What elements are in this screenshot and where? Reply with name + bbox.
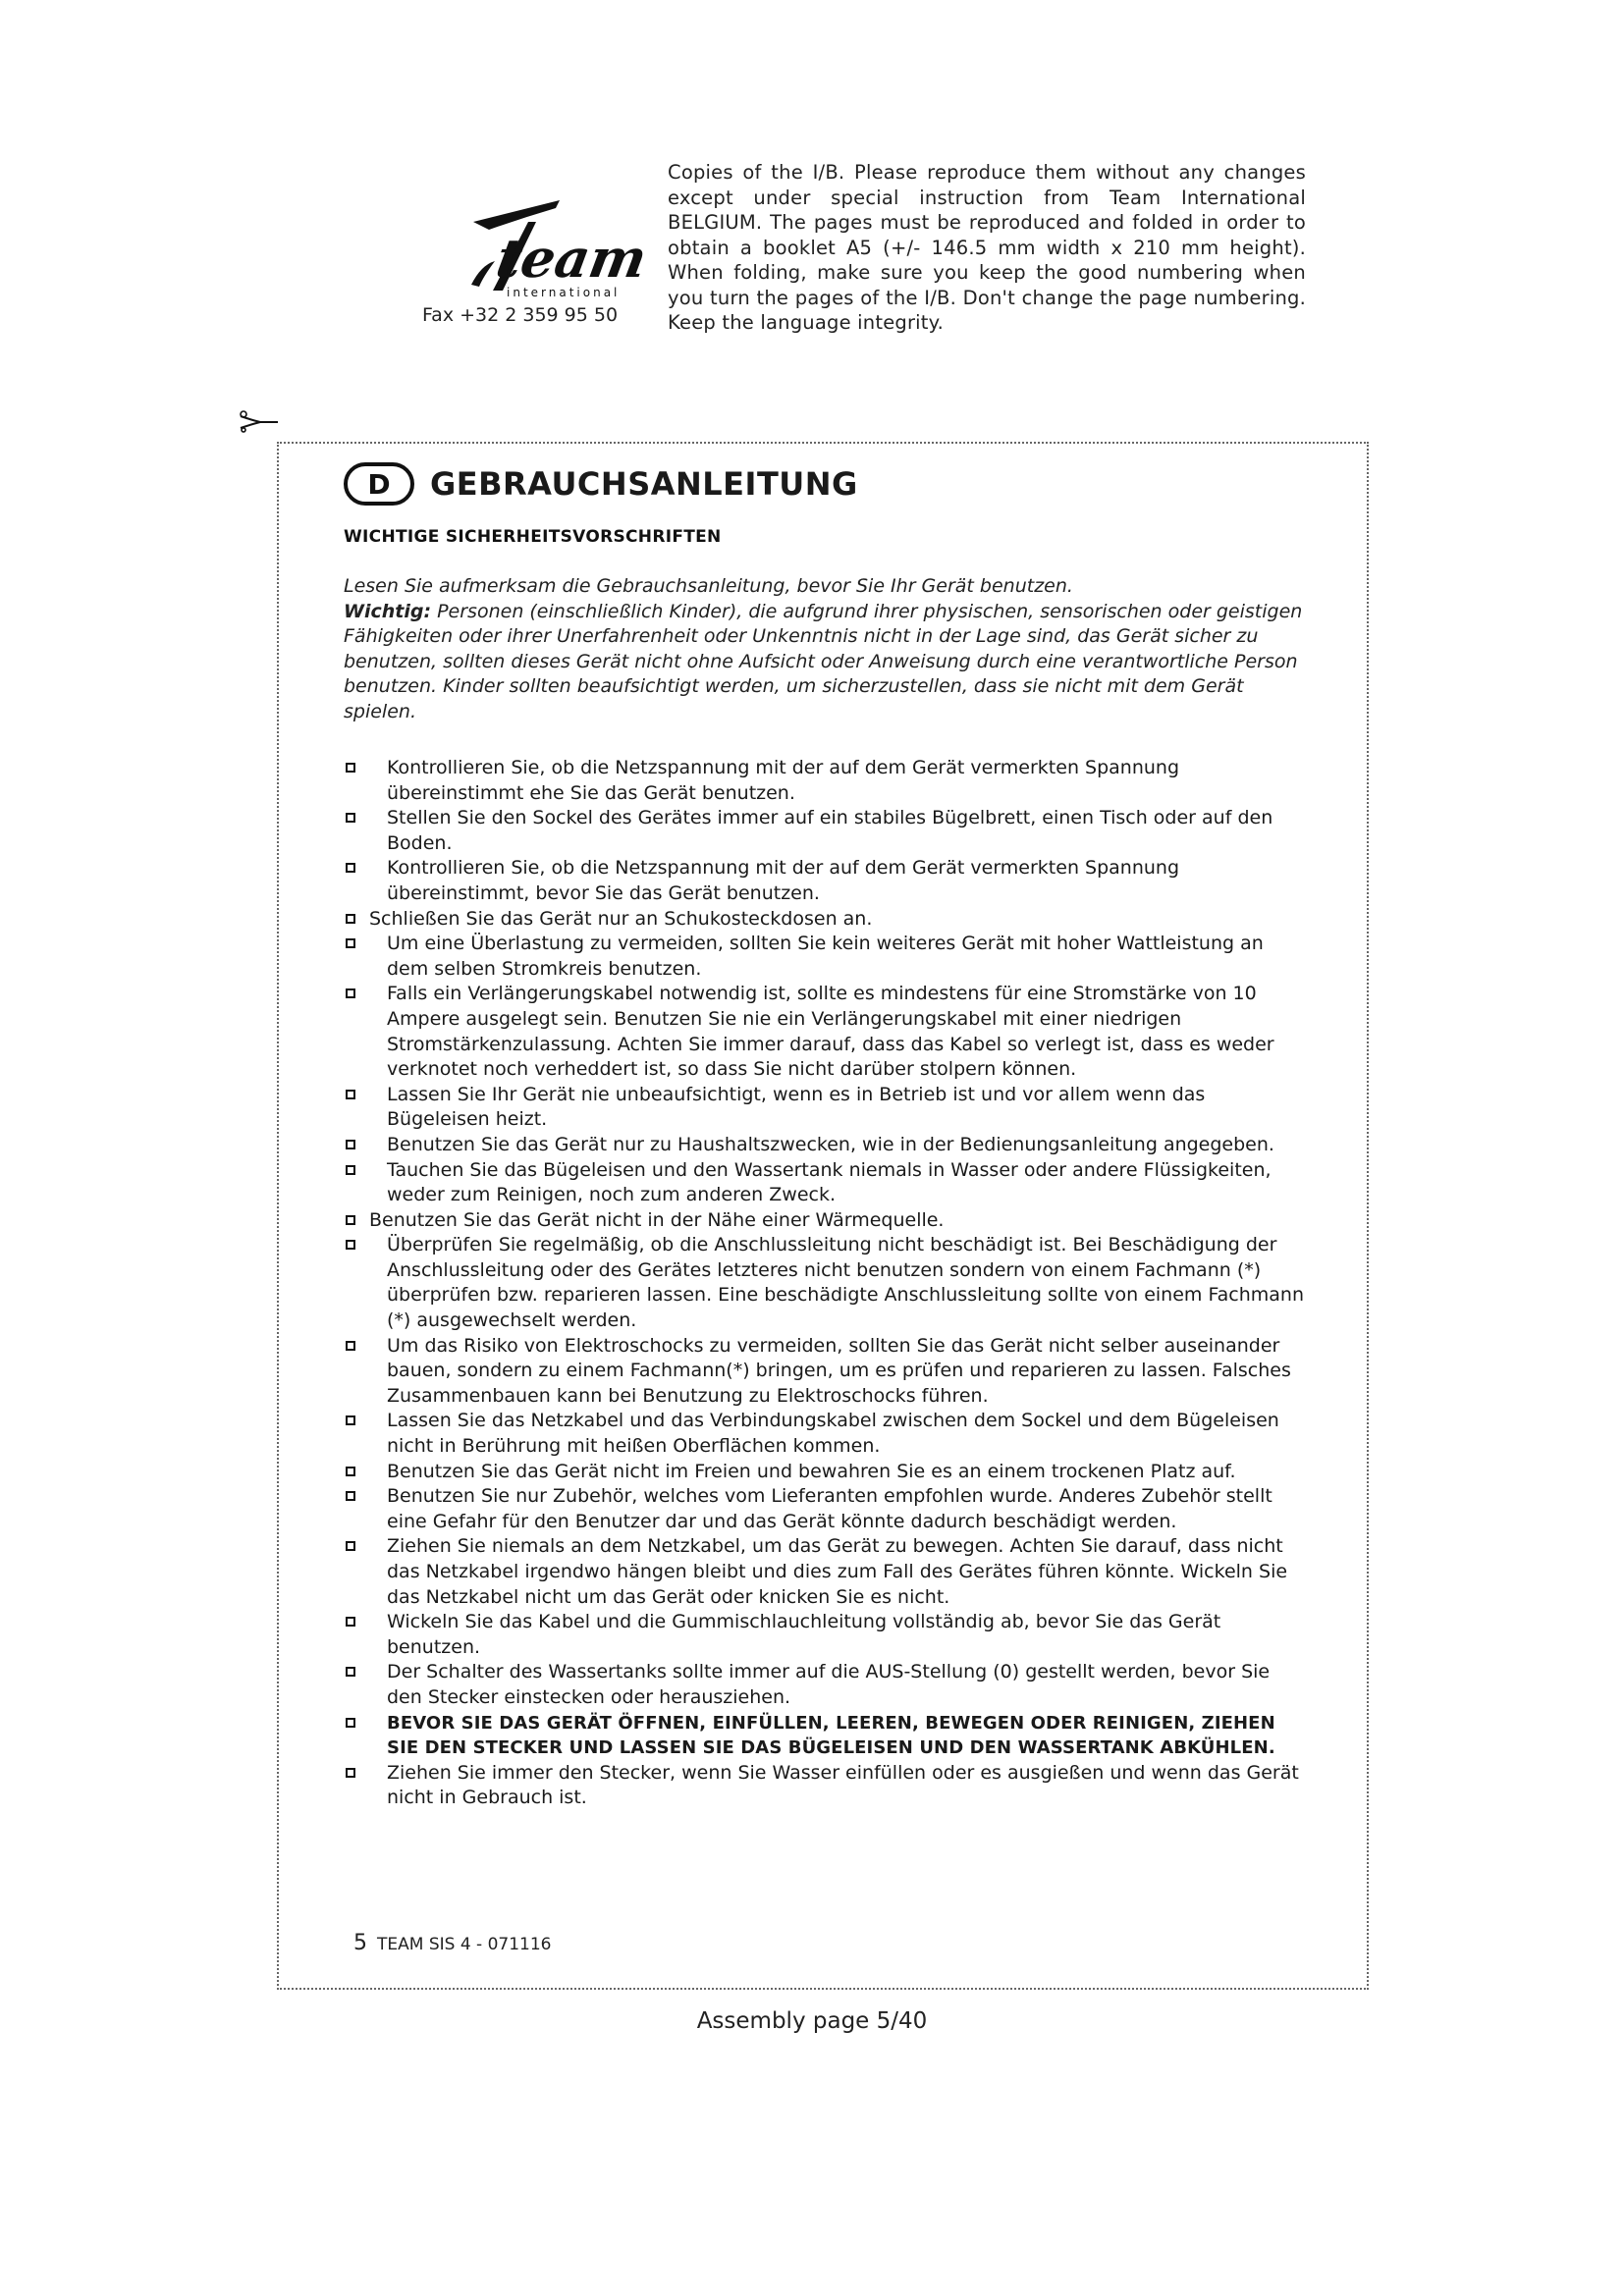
model-code: TEAM SIS 4 - 071116: [377, 1935, 552, 1954]
list-item-warning: BEVOR SIE DAS GERÄT ÖFFNEN, EINFÜLLEN, LEEREN, BEWEGEN ODER REINIGEN, ZIEHEN SIE DEN STECKER UND LASSEN SIE DAS BÜGELEISEN UND DEN WASSERTANK ABKÜHLEN.: [344, 1711, 1306, 1761]
checkbox-icon: [346, 763, 355, 773]
checkbox-icon: [346, 1090, 355, 1099]
fax-number: Fax +32 2 359 95 50: [422, 304, 619, 326]
checkbox-icon: [346, 1491, 355, 1501]
intro-paragraph: [344, 574, 1306, 725]
list-item: Lassen Sie Ihr Gerät nie unbeaufsichtigt, wenn es in Betrieb ist und vor allem wenn das Bügeleisen heizt.: [344, 1083, 1306, 1133]
checkbox-icon: [346, 1415, 355, 1425]
intro-line-1: Lesen Sie aufmerksam die Gebrauchsanleitung, bevor Sie Ihr Gerät benutzen.: [344, 575, 1073, 597]
list-item: Ziehen Sie immer den Stecker, wenn Sie Wasser einfüllen oder es ausgießen und wenn das Gerät nicht in Gebrauch ist.: [344, 1761, 1306, 1811]
list-item: Benutzen Sie das Gerät nicht im Freien und bewahren Sie es an einem trockenen Platz auf.: [344, 1460, 1306, 1485]
checkbox-icon: [346, 1718, 355, 1728]
section-subtitle: WICHTIGE SICHERHEITSVORSCHRIFTEN: [344, 527, 722, 547]
list-item: Benutzen Sie das Gerät nur zu Haushaltszwecken, wie in der Bedienungsanleitung angegeben.: [344, 1133, 1306, 1158]
section-title: GEBRAUCHSANLEITUNG: [430, 465, 858, 503]
team-logo: [412, 183, 652, 300]
checkbox-icon: [346, 938, 355, 948]
list-item: Benutzen Sie nur Zubehör, welches vom Lieferanten empfohlen wurde. Anderes Zubehör stellt eine Gefahr für den Benutzer dar und das Gerät könnte dadurch beschädigt werden.: [344, 1484, 1306, 1534]
checkbox-icon: [346, 1240, 355, 1250]
list-item: Kontrollieren Sie, ob die Netzspannung mit der auf dem Gerät vermerkten Spannung übereinstimmt, bevor Sie das Gerät benutzen.: [344, 856, 1306, 906]
checkbox-icon: [346, 914, 355, 924]
intro-label: Wichtig:: [344, 600, 432, 622]
checkbox-icon: [346, 1768, 355, 1778]
assembly-page-label: Assembly page 5/40: [696, 2008, 928, 2034]
list-item: Wickeln Sie das Kabel und die Gummischlauchleitung vollständig ab, bevor Sie das Gerät benutzen.: [344, 1610, 1306, 1660]
list-item: Der Schalter des Wassertanks sollte immer auf die AUS-Stellung (0) gestellt werden, bevor Sie den Stecker einstecken oder herausziehen.: [344, 1660, 1306, 1710]
logo-wordmark: team: [491, 227, 652, 290]
checkbox-icon: [346, 988, 355, 998]
page-footer: [353, 1931, 551, 1955]
list-item: Tauchen Sie das Bügeleisen und den Wassertank niemals in Wasser oder andere Flüssigkeiten, weder zum Reinigen, noch zum anderen Zweck.: [344, 1158, 1306, 1208]
checkbox-icon: [346, 1617, 355, 1627]
safety-list: [344, 756, 1306, 1811]
checkbox-icon: [346, 1667, 355, 1677]
list-item: Stellen Sie den Sockel des Gerätes immer auf ein stabiles Bügelbrett, einen Tisch oder auf den Boden.: [344, 806, 1306, 856]
intro-line-2: Personen (einschließlich Kinder), die aufgrund ihrer physischen, sensorischen oder geistigen Fähigkeiten oder ihrer Unerfahrenheit oder Unkenntnis nicht in der Lage sind, das Gerät sicher zu benutzen, sollten dieses Gerät nicht ohne Aufsicht oder Anweisung durch eine verantwortliche Person benutzen. Kinder sollten beaufsichtigt werden, um sicherzustellen, dass sie nicht mit dem Gerät spielen.: [344, 600, 1303, 722]
checkbox-icon: [346, 813, 355, 823]
list-item: Kontrollieren Sie, ob die Netzspannung mit der auf dem Gerät vermerkten Spannung übereinstimmt ehe Sie das Gerät benutzen.: [344, 756, 1306, 806]
list-item: Überprüfen Sie regelmäßig, ob die Anschlussleitung nicht beschädigt ist. Bei Beschädigung der Anschlussleitung oder des Gerätes letzteres nicht benutzen sondern von einem Fachmann (*) überprüfen bzw. reparieren lassen. Eine beschädigte Anschlussleitung sollte von einem Fachmann (*) ausgewechselt werden.: [344, 1233, 1306, 1333]
reproduction-notice: Copies of the I/B. Please reproduce them without any changes except under special instruction from Team International BELGIUM. The pages must be reproduced and folded in order to obtain a booklet A5 (+/- 146.5 mm width x 210 mm height). When folding, make sure you keep the good numbering when you turn the pages of the I/B. Don't change the page numbering. Keep the language integrity.: [668, 161, 1306, 334]
list-item: Lassen Sie das Netzkabel und das Verbindungskabel zwischen dem Sockel und dem Bügeleisen nicht in Berührung mit heißen Oberflächen kommen.: [344, 1409, 1306, 1459]
logo-subtext: international: [507, 286, 621, 299]
checkbox-icon: [346, 1467, 355, 1476]
list-item: Ziehen Sie niemals an dem Netzkabel, um das Gerät zu bewegen. Achten Sie darauf, dass nicht das Netzkabel irgendwo hängen bleibt und dies zum Fall des Gerätes führen könnte. Wickeln Sie das Netzkabel nicht um das Gerät oder knicken Sie es nicht.: [344, 1534, 1306, 1610]
checkbox-icon: [346, 1165, 355, 1175]
checkbox-icon: [346, 863, 355, 873]
list-item: Um eine Überlastung zu vermeiden, sollten Sie kein weiteres Gerät mit hoher Wattleistung an dem selben Stromkreis benutzen.: [344, 932, 1306, 982]
checkbox-icon: [346, 1215, 355, 1225]
list-item: Um das Risiko von Elektroschocks zu vermeiden, sollten Sie das Gerät nicht selber auseinander bauen, sondern zu einem Fachmann(*) bringen, um es prüfen und reparieren zu lassen. Falsches Zusammenbauen kann bei Benutzung zu Elektroschocks führen.: [344, 1334, 1306, 1410]
page-number: 5: [353, 1931, 367, 1955]
list-item: Schließen Sie das Gerät nur an Schukosteckdosen an.: [344, 907, 1306, 933]
language-badge: D: [344, 462, 414, 506]
checkbox-icon: [346, 1140, 355, 1149]
scissors-icon: [239, 410, 278, 432]
list-item: Benutzen Sie das Gerät nicht in der Nähe einer Wärmequelle.: [344, 1208, 1306, 1234]
list-item: Falls ein Verlängerungskabel notwendig ist, sollte es mindestens für eine Stromstärke von 10 Ampere ausgelegt sein. Benutzen Sie nie ein Verlängerungskabel mit einer niedrigen Stromstärkenzulassung. Achten Sie immer darauf, dass das Kabel so verlegt ist, dass es weder verknotet noch verheddert ist, so dass Sie nicht darüber stolpern können.: [344, 982, 1306, 1082]
checkbox-icon: [346, 1541, 355, 1551]
section-title-row: [344, 459, 858, 508]
checkbox-icon: [346, 1341, 355, 1351]
